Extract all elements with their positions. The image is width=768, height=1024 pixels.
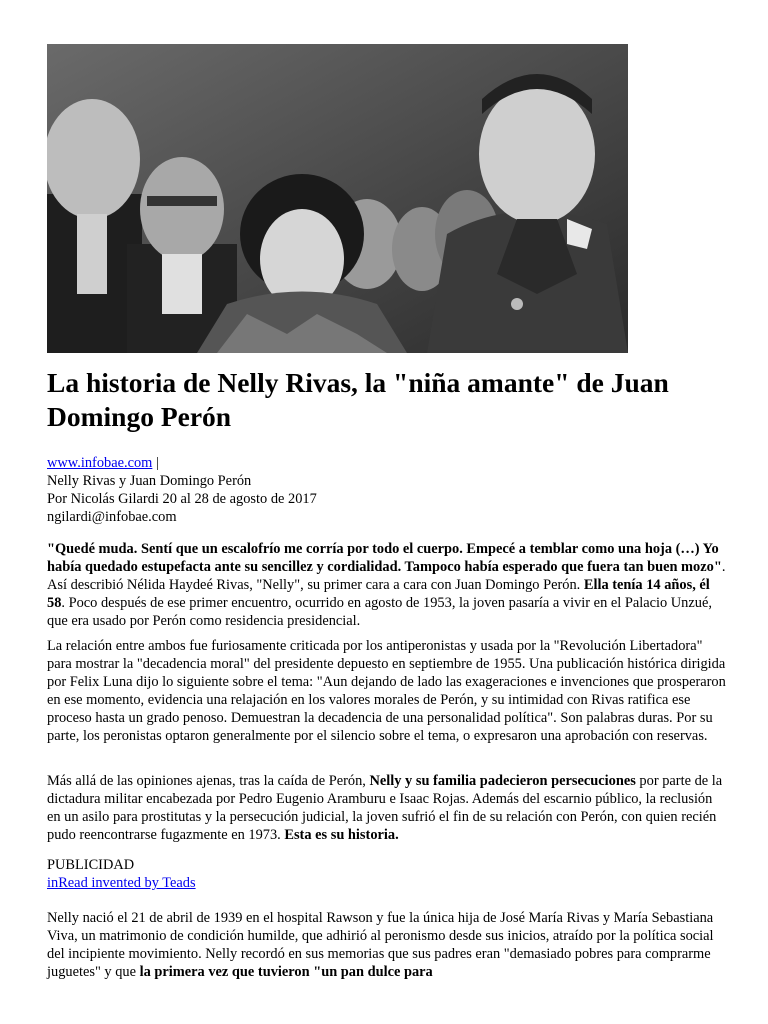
p1-text-b: . Poco después de ese primer encuentro, ocurrido en agosto de 1953, la joven pasaría a vivir en el Palacio Unzué, que era usado por Perón como residencia presidencial. xyxy=(47,595,712,629)
p1-bold-ages: Ella tenía 14 años, él 58 xyxy=(47,577,710,611)
opening-quote: "Quedé muda. Sentí que un escalofrío me corría por todo el cuerpo. Empecé a temblar como una hoja (…) Yo había quedado estupefacta ante su sencillez y cordialidad. Tampoco había esperado que fuera tan buen mozo" xyxy=(47,541,722,575)
p4-bold: la primera vez que tuvieron "un pan dulce para xyxy=(139,964,433,980)
article-meta xyxy=(47,454,727,526)
paragraph-4 xyxy=(47,909,727,981)
source-separator: | xyxy=(152,455,159,471)
p3-bold-persecution: Nelly y su familia padecieron persecuciones xyxy=(369,773,636,789)
p4-text-a: Nelly nació el 21 de abril de 1939 en el hospital Rawson y fue la única hija de José María Rivas y María Sebastiana Viva, un matrimonio de condición humilde, que adhirió al peronismo desde sus inicios, atraído por la política social del incipiente movimiento. Nelly recordó en sus memorias que sus padres eran "demasiado pobres para comprarme juguetes" y que xyxy=(47,910,714,980)
ad-link[interactable]: inRead invented by Teads xyxy=(47,875,196,891)
p1-text-a: . Así describió Nélida Haydeé Rivas, "Nelly", su primer cara a cara con Juan Domingo Perón. xyxy=(47,559,726,593)
article-subtitle: Nelly Rivas y Juan Domingo Perón xyxy=(47,473,252,489)
article-title: La historia de Nelly Rivas, la "niña amante" de Juan Domingo Perón xyxy=(47,367,669,432)
p2-text: La relación entre ambos fue furiosamente criticada por los antiperonistas y usada por la "Revolución Libertadora" para mostrar la "decadencia moral" del presidente depuesto en septiembre de 1955. Una publicación histórica dirigida por Felix Luna dijo lo siguiente sobre el tema: "Aun dejando de lado las exageraciones e invenciones que prosperaron en ese momento, evidencia una relajación en los valores morales de Perón, y su intimidad con Rivas ratifica ese proceso hasta un grado penoso. Demuestran la decadencia de una personalidad política". Son palabras duras. Por su parte, los peronistas optaron generalmente por el silencio sobre el tema, o expresaron una aprobación con reservas. xyxy=(47,638,726,744)
p3-text-a: Más allá de las opiniones ajenas, tras la caída de Perón, xyxy=(47,773,370,789)
byline: Por Nicolás Gilardi 20 al 28 de agosto de 2017 xyxy=(47,491,317,507)
photo-illustration xyxy=(47,44,628,353)
paragraph-2 xyxy=(47,637,727,745)
ad-label: PUBLICIDAD xyxy=(47,857,135,873)
ad-block xyxy=(47,856,727,892)
p3-bold-story: Esta es su historia. xyxy=(284,827,399,843)
p3-text-b: por parte de la dictadura militar encabezada por Pedro Eugenio Aramburu e Isaac Rojas. Además del escarnio público, la reclusión en un asilo para prostitutas y la persecución judicial, la joven sufrió el fin de su relación con Perón, con quien recién pudo reencontrarse fugazmente en 1973. xyxy=(47,773,723,843)
article-photo xyxy=(47,44,628,353)
author-email: ngilardi@infobae.com xyxy=(47,509,177,525)
paragraph-3 xyxy=(47,772,727,844)
paragraph-1 xyxy=(47,540,727,630)
source-link[interactable]: www.infobae.com xyxy=(47,455,153,471)
